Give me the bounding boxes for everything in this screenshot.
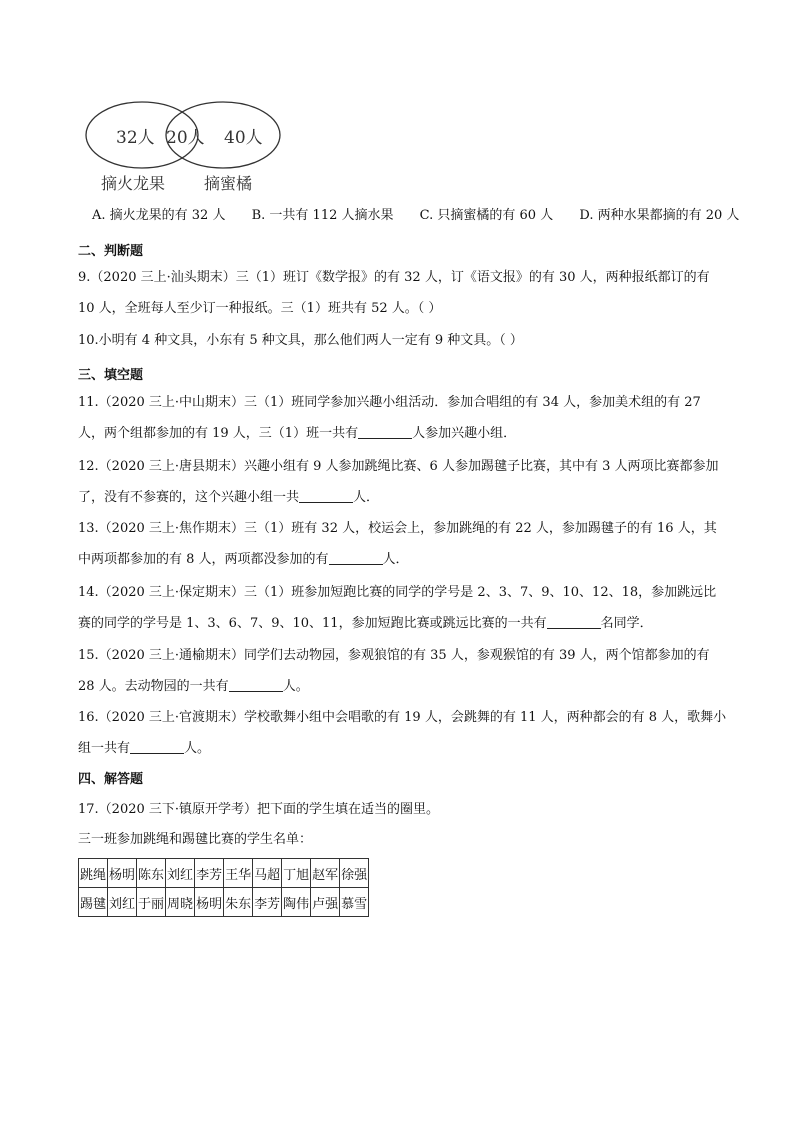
table-cell: 刘红: [166, 859, 195, 888]
question-14-tail: 名同学．: [600, 616, 653, 631]
option-d[interactable]: D. 两种水果都摘的有 20 人: [579, 208, 740, 223]
question-14-text: 14.（2020 三上·保定期末）三（1）班参加短跑比赛的同学的学号是 2、3、7、9、10、12、18，参加跳远比赛的同学的学号是 1、3、6、7、9、10、11，参加短跑比赛或跳远比赛的一共有: [78, 585, 717, 631]
question-13: [78, 513, 728, 575]
question-13-text: 13.（2020 三上·焦作期末）三（1）班有 32 人，校运会上，参加跳绳的有 22 人，参加踢毽子的有 16 人，其中两项都参加的有 8 人，两项都没参加的有: [78, 521, 717, 567]
question-16-tail: 人。: [184, 741, 211, 756]
question-11: [78, 387, 728, 449]
section-solution-heading: 四、解答题: [78, 772, 144, 787]
table-cell: 朱东: [224, 888, 253, 917]
question-17: 17.（2020 三下·镇原开学考）把下面的学生填在适当的圈里。: [78, 802, 440, 817]
question-13-tail: 人．: [382, 552, 409, 567]
venn-left-value: 32人: [116, 128, 155, 148]
option-b[interactable]: B. 一共有 112 人摘水果: [251, 208, 394, 223]
question-15-tail: 人。: [282, 679, 309, 694]
q8-options: [92, 206, 782, 226]
table-row: [79, 888, 369, 917]
venn-diagram: [80, 92, 300, 202]
table-row-header-cell: 踢毽: [79, 888, 108, 917]
question-16-blank[interactable]: [130, 739, 184, 754]
question-15-blank[interactable]: [229, 677, 283, 692]
venn-right-value: 40人: [224, 128, 263, 148]
question-13-blank[interactable]: [329, 550, 383, 565]
venn-middle-value: 20人: [166, 128, 205, 148]
question-14: [78, 577, 728, 639]
table-cell: 于丽: [137, 888, 166, 917]
question-17-list-title: 三一班参加跳绳和踢毽比赛的学生名单：: [78, 832, 313, 847]
table-cell: 李芳: [195, 859, 224, 888]
table-row: [79, 859, 369, 888]
table-cell: 徐强: [340, 859, 369, 888]
table-cell: 王华: [224, 859, 253, 888]
table-cell: 李芳: [253, 888, 282, 917]
table-cell: 卢强: [311, 888, 340, 917]
question-15: [78, 640, 728, 702]
table-cell: 陶伟: [282, 888, 311, 917]
question-15-text: 15.（2020 三上·通榆期末）同学们去动物园，参观狼馆的有 35 人，参观猴馆的有 39 人，两个馆都参加的有 28 人。去动物园的一共有: [78, 648, 710, 694]
question-14-blank[interactable]: [547, 614, 601, 629]
table-cell: 刘红: [108, 888, 137, 917]
student-name-table: [78, 858, 369, 917]
table-cell: 马超: [253, 859, 282, 888]
table-cell: 杨明: [195, 888, 224, 917]
question-16-text: 16.（2020 三上·官渡期末）学校歌舞小组中会唱歌的有 19 人，会跳舞的有 11 人，两种都会的有 8 人，歌舞小组一共有: [78, 710, 727, 756]
table-cell: 丁旭: [282, 859, 311, 888]
section-fill-heading: 三、填空题: [78, 368, 144, 383]
question-16: [78, 702, 728, 764]
question-12-tail: 人．: [353, 490, 380, 505]
table-cell: 杨明: [108, 859, 137, 888]
question-11-blank[interactable]: [358, 424, 412, 439]
option-a[interactable]: A. 摘火龙果的有 32 人: [92, 208, 226, 223]
option-c[interactable]: C. 只摘蜜橘的有 60 人: [419, 208, 554, 223]
question-9: 9.（2020 三上·汕头期末）三（1）班订《数学报》的有 32 人，订《语文报》的有 30 人，两种报纸都订的有 10 人，全班每人至少订一种报纸。三（1）班共有 52 人。（ ）: [78, 270, 710, 316]
question-12-blank[interactable]: [299, 488, 353, 503]
table-cell: 陈东: [137, 859, 166, 888]
question-10: 10.小明有 4 种文具，小东有 5 种文具，那么他们两人一定有 9 种文具。（ ）: [78, 333, 523, 348]
table-cell: 周晓: [166, 888, 195, 917]
table-cell: 赵军: [311, 859, 340, 888]
question-12: [78, 451, 728, 513]
venn-right-caption: 摘蜜橘: [204, 174, 253, 193]
question-11-text: 11.（2020 三上·中山期末）三（1）班同学参加兴趣小组活动．参加合唱组的有 34 人，参加美术组的有 27 人，两个组都参加的有 19 人，三（1）班一共有: [78, 395, 701, 441]
venn-left-caption: 摘火龙果: [101, 174, 166, 193]
table-row-header-cell: 跳绳: [79, 859, 108, 888]
table-cell: 慕雪: [340, 888, 369, 917]
question-11-tail: 人参加兴趣小组．: [412, 426, 517, 441]
section-judgement-heading: 二、判断题: [78, 244, 144, 259]
question-12-text: 12.（2020 三上·唐县期末）兴趣小组有 9 人参加跳绳比赛、6 人参加踢毽子比赛，其中有 3 人两项比赛都参加了，没有不参赛的，这个兴趣小组一共: [78, 459, 719, 505]
